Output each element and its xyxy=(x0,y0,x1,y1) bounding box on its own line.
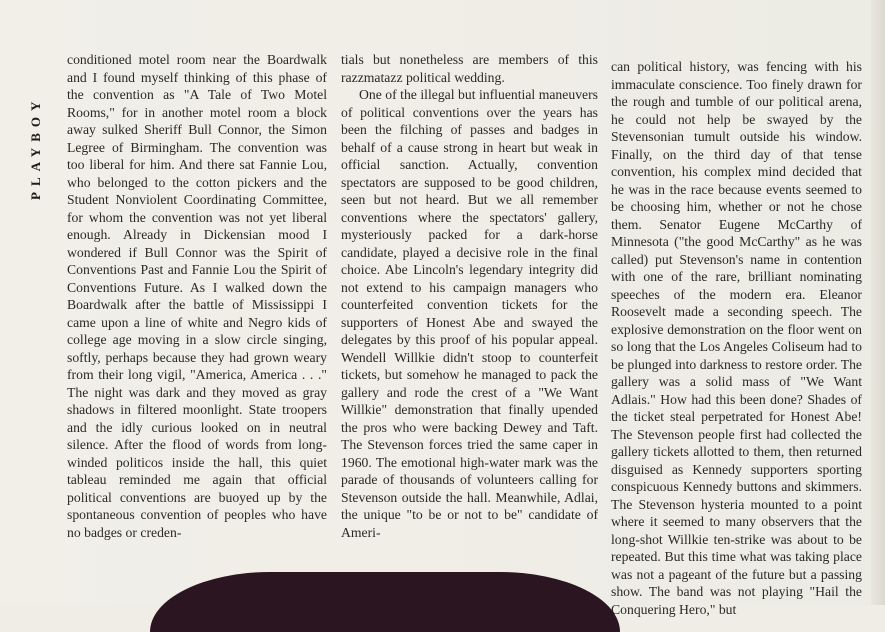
page-edge xyxy=(871,0,885,605)
magazine-masthead: PLAYBOY xyxy=(28,95,43,200)
paragraph: One of the illegal but influential maneuvers of political conventions over the years has been the filching of passes and badges in behalf of a cause strong in heart but weak in official sanction. Actually, convention spectators are supposed to be good children, seen but not heard. But we all remember conventions where the spectators' gallery, mysteriously packed for a dark-horse candidate, played a decisive role in the final choice. Abe Lincoln's legendary integrity did not extend to his campaign managers who counterfeited convention tickets for the supporters of Honest Abe and swayed the delegates by this proof of his popular appeal. Wendell Willkie didn't stoop to counterfeit tickets, but somehow he managed to pack the gallery and rode the crest of a "We Want Willkie" demonstration that finally upended the pros who were backing Dewey and Taft. The Stevenson forces tried the same caper in 1960. The emotional high-water mark was the parade of thousands of volunteers calling for Stevenson outside the hall. Meanwhile, Adlai, the unique "to be or not to be" candidate of Ameri- xyxy=(341,87,598,540)
text-column-1 xyxy=(67,51,327,571)
paragraph: conditioned motel room near the Boardwalk and I found myself thinking of this phase of the convention as "A Tale of Two Motel Rooms," for in another motel room a block away sulked Sheriff Bull Connor, the Simon Legree of Birmingham. The convention was too liberal for him. And there sat Fannie Lou, who belonged to the cotton pickers and the Student Nonviolent Coordinating Committee, for whom the convention was not yet liberal enough. Already in Dickensian mood I wondered if Bull Connor was the Spirit of Conventions Past and Fannie Lou the Spirit of Conventions Future. As I walked down the Boardwalk after the battle of Mississippi I came upon a line of white and Negro kids of college age moving in a slow circle singing, softly, perhaps because they had grown weary from their long vigil, "America, America . . ." The night was dark and they moved as gray shadows in filtered moonlight. State troopers and the idly curious looked on in neutral silence. After the flood of words from long-winded politicos inside the hall, this quiet tableau reminded me again that official political conventions are buoyed up by the spontaneous convention of peoples who have no badges or creden- xyxy=(67,52,327,540)
text-column-3 xyxy=(611,58,862,618)
text-column-2 xyxy=(341,51,598,571)
illustration-fragment xyxy=(150,572,620,632)
paragraph: can political history, was fencing with his immaculate conscience. Too finely drawn for the rough and tumble of our political arena, he could not help be swayed by the Stevensonian tumult outside his window. Finally, on the third day of that tense convention, his complex mind decided that he was in the race because events seemed to be choosing him, whether or not he chose them. Senator Eugene McCarthy of Minnesota ("the good McCarthy" as he was called) put Stevenson's name in contention with one of the rare, brilliant nominating speeches of the modern era. Eleanor Roosevelt made a seconding speech. The explosive demonstration on the floor went on so long that the Los Angeles Coliseum had to be plunged into darkness to restore order. The gallery was a solid mass of "We Want Adlais." How had this been done? Shades of the ticket steal perpetrated for Honest Abe! The Stevenson people first had collected the gallery tickets allotted to them, then returned disguised as Kennedy supporters sporting conspicuous Kennedy buttons and skimmers. The Stevenson hysteria mounted to a point where it seemed to many observers that the long-shot Willkie ten-strike was about to be repeated. But this time what was taking place was not a pageant of the future but a passing show. The band was not playing "Hail the Conquering Hero," but xyxy=(611,59,862,617)
paragraph: tials but nonetheless are members of this razzmatazz political wedding. xyxy=(341,52,598,85)
